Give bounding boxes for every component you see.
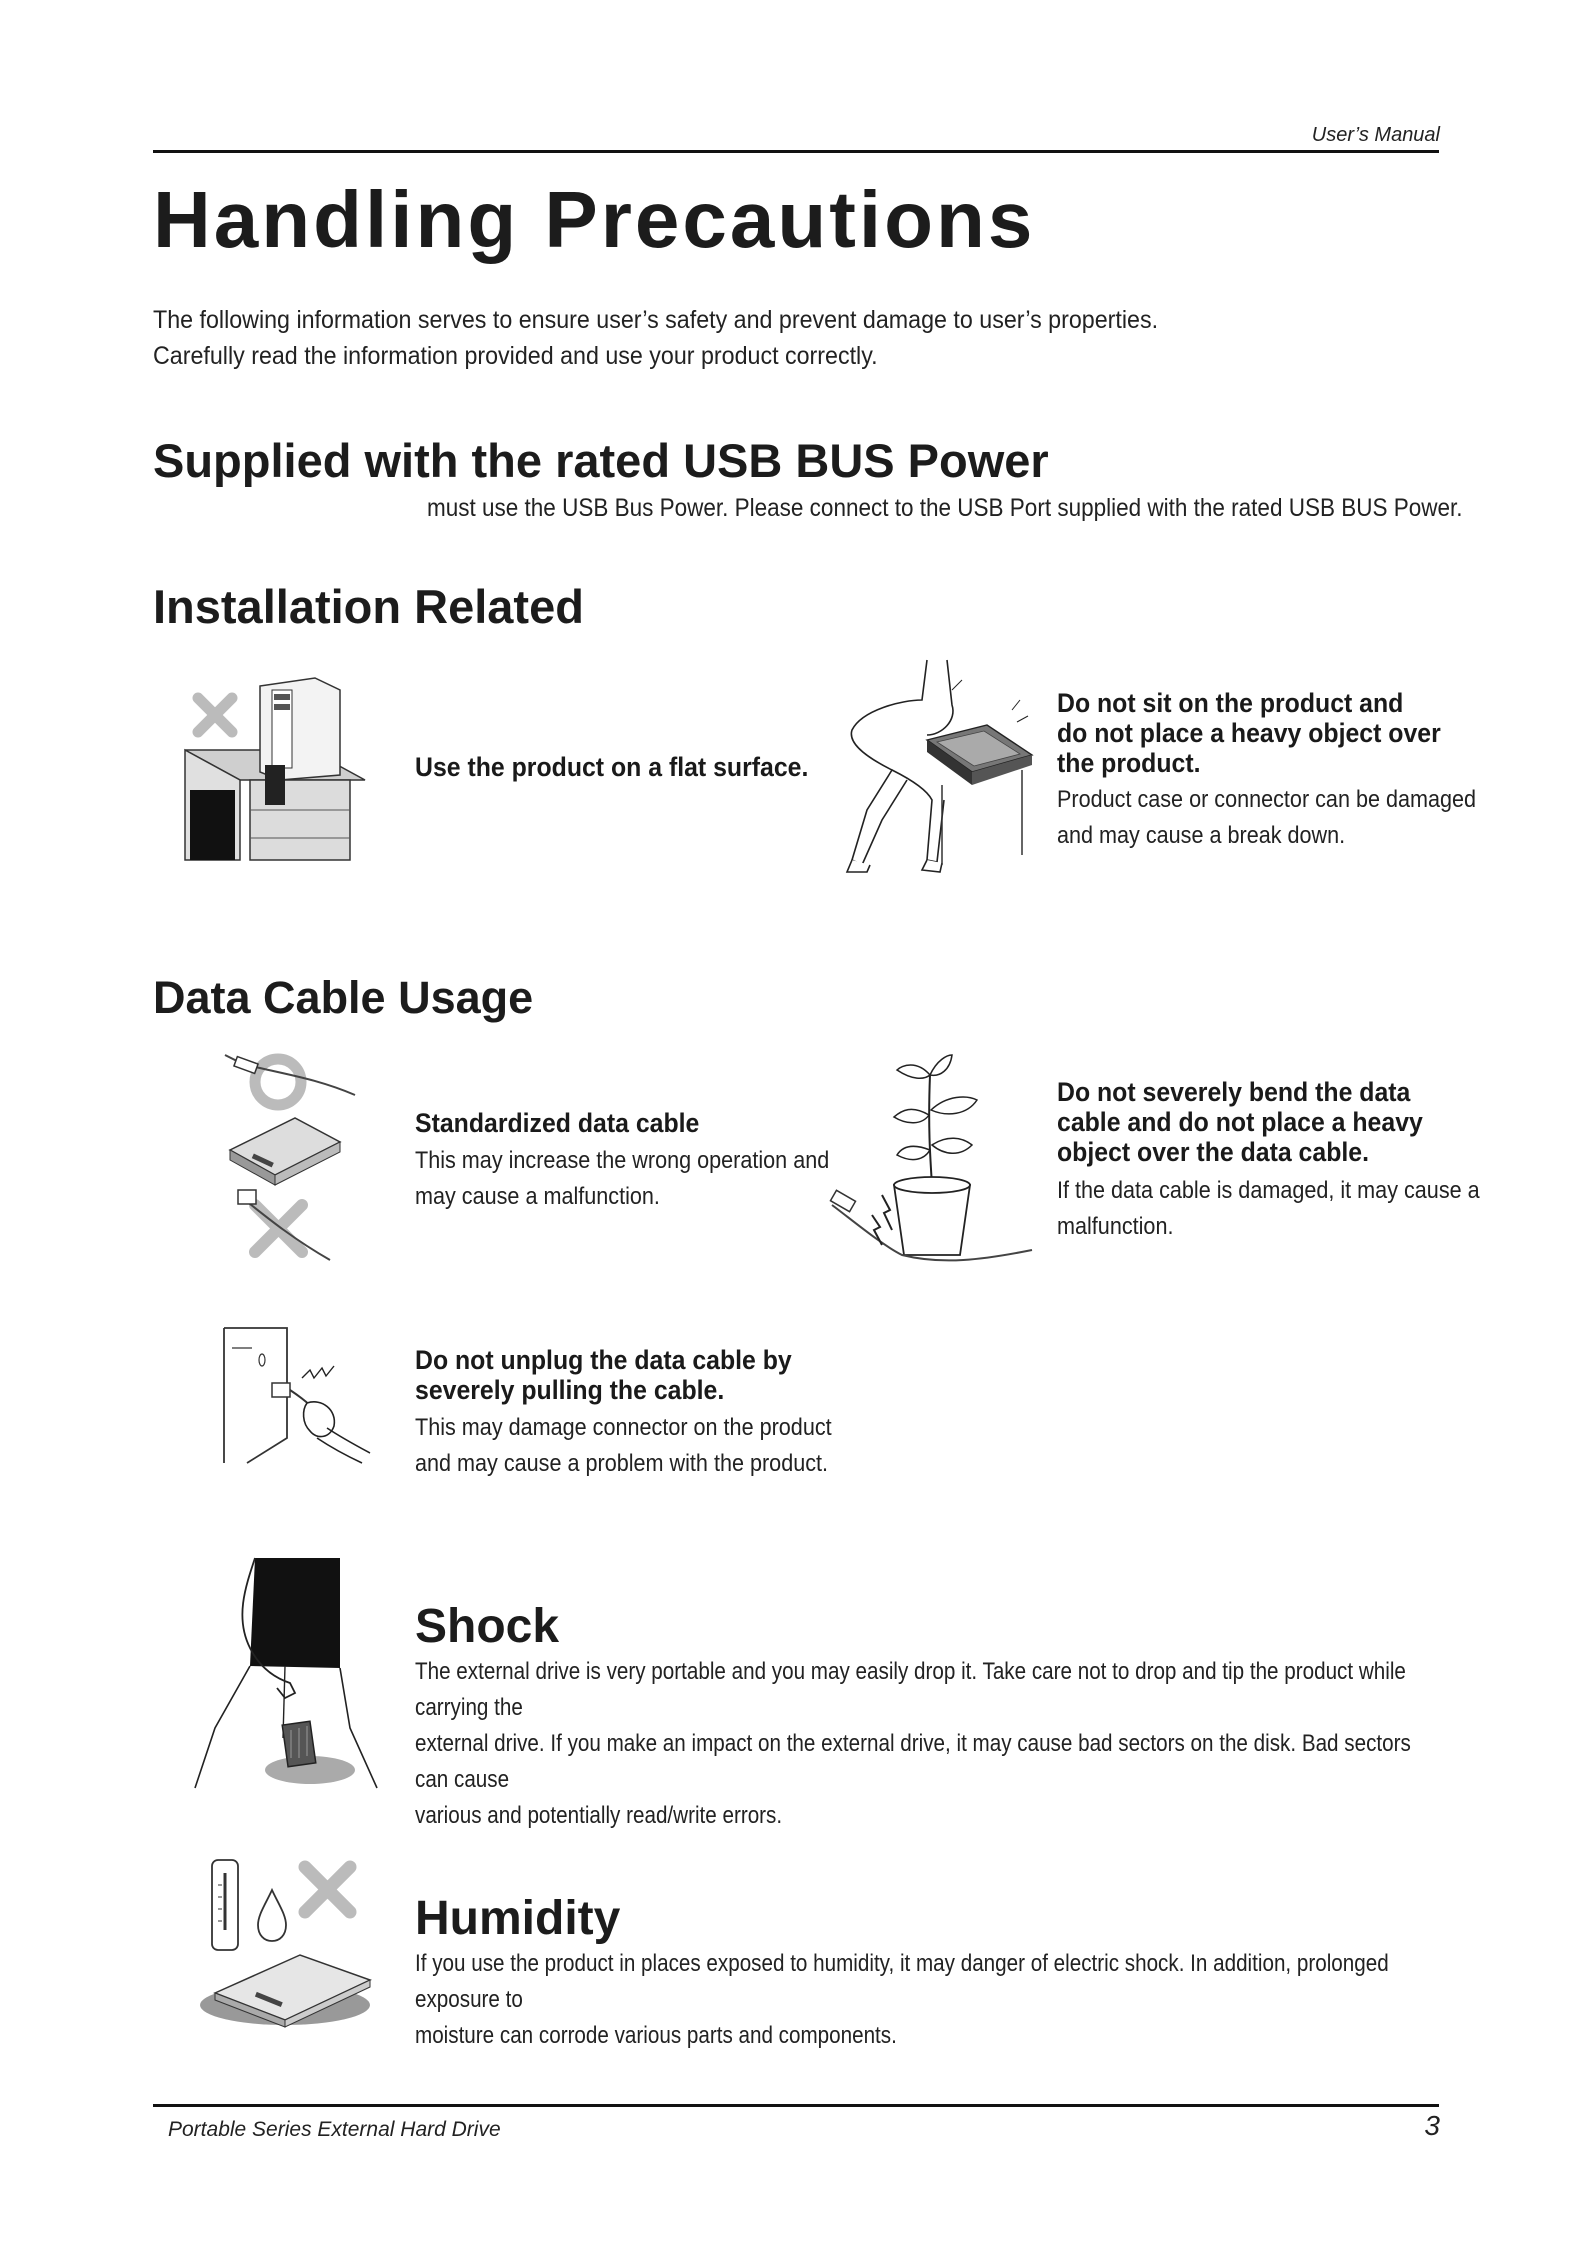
do-not-unplug-title-line-2: severely pulling the cable. [415,1375,725,1405]
do-not-sit-body-line-1: Product case or connector can be damaged [1057,786,1477,813]
shock-heading: Shock [415,1600,560,1653]
water-drop-icon [258,1890,286,1941]
footer-product-label: Portable Series External Hard Drive [168,2118,501,2141]
do-not-bend-body-line-1: If the data cable is damaged, it may cause a [1057,1177,1480,1204]
intro-line-1: The following information serves to ensure user’s safety and prevent damage to user’s properties. [153,306,1159,334]
plant-on-cable-illustration [832,1055,1032,1265]
do-not-sit-body-line-2: and may cause a break down. [1057,822,1346,849]
shock-body [415,1654,1430,1834]
do-not-sit-title-line-1: Do not sit on the product and [1057,688,1404,718]
shock-body-line-1: The external drive is very portable and you may easily drop it. Take care not to drop and tip the product while carrying the [415,1658,1406,1721]
flat-surface-title: Use the product on a flat surface. [415,752,809,782]
thermometer-icon [212,1860,238,1950]
shock-body-line-3: various and potentially read/write errors. [415,1802,783,1829]
intro-line-2: Carefully read the information provided and use your product correctly. [153,342,878,370]
cable-and-drive-illustration [220,1050,370,1265]
desk-computer-illustration [160,680,370,860]
usb-power-text: must use the USB Bus Power. Please connect to the USB Port supplied with the rated USB BUS Power. [427,494,1463,522]
header-rule [153,150,1439,153]
installation-heading: Installation Related [153,580,584,633]
dropping-drive-illustration [195,1558,385,1788]
do-not-bend-title-line-2: cable and do not place a heavy [1057,1107,1423,1137]
usb-power-heading: Supplied with the rated USB BUS Power [153,434,1049,487]
humidity-heading: Humidity [415,1892,621,1945]
page-number: 3 [1424,2110,1440,2141]
do-not-unplug-body-line-1: This may damage connector on the product [415,1414,832,1441]
standardized-cable-body [415,1143,829,1215]
humidity-body [415,1946,1430,2054]
page-title: Handling Precautions [153,175,1036,264]
prohibited-x-icon [255,1205,302,1252]
do-not-unplug-title-line-1: Do not unplug the data cable by [415,1345,792,1375]
prohibited-x-icon [305,1867,350,1912]
humidity-illustration [200,1855,375,2030]
prohibited-x-icon [198,698,232,732]
allowed-circle-icon [255,1059,301,1105]
data-cable-heading: Data Cable Usage [153,972,534,1023]
do-not-unplug-title [415,1345,792,1405]
do-not-bend-title-line-1: Do not severely bend the data [1057,1077,1411,1107]
do-not-bend-body [1057,1173,1480,1245]
pulling-cable-illustration [222,1328,372,1463]
footer-rule [153,2104,1439,2107]
do-not-sit-title-line-2: do not place a heavy object over [1057,718,1441,748]
standardized-cable-body-line-1: This may increase the wrong operation and [415,1147,830,1174]
standardized-cable-title: Standardized data cable [415,1108,700,1138]
do-not-sit-body [1057,782,1476,854]
humidity-body-line-1: If you use the product in places exposed to humidity, it may danger of electric shock. In addition, prolonged exposure to [415,1950,1389,2013]
do-not-bend-title [1057,1077,1423,1167]
do-not-sit-title [1057,688,1441,778]
do-not-unplug-body-line-2: and may cause a problem with the product. [415,1450,829,1477]
manual-label: User’s Manual [1311,124,1440,146]
standardized-cable-body-line-2: may cause a malfunction. [415,1183,660,1210]
humidity-body-line-2: moisture can corrode various parts and components. [415,2022,897,2049]
shock-body-line-2: external drive. If you make an impact on the external drive, it may cause bad sectors on the disk. Bad sectors can cause [415,1730,1411,1793]
do-not-bend-title-line-3: object over the data cable. [1057,1137,1369,1167]
person-sitting-illustration [832,660,1032,875]
do-not-unplug-body [415,1410,832,1482]
intro-text [153,302,1158,374]
do-not-sit-title-line-3: the product. [1057,748,1201,778]
do-not-bend-body-line-2: malfunction. [1057,1213,1174,1240]
